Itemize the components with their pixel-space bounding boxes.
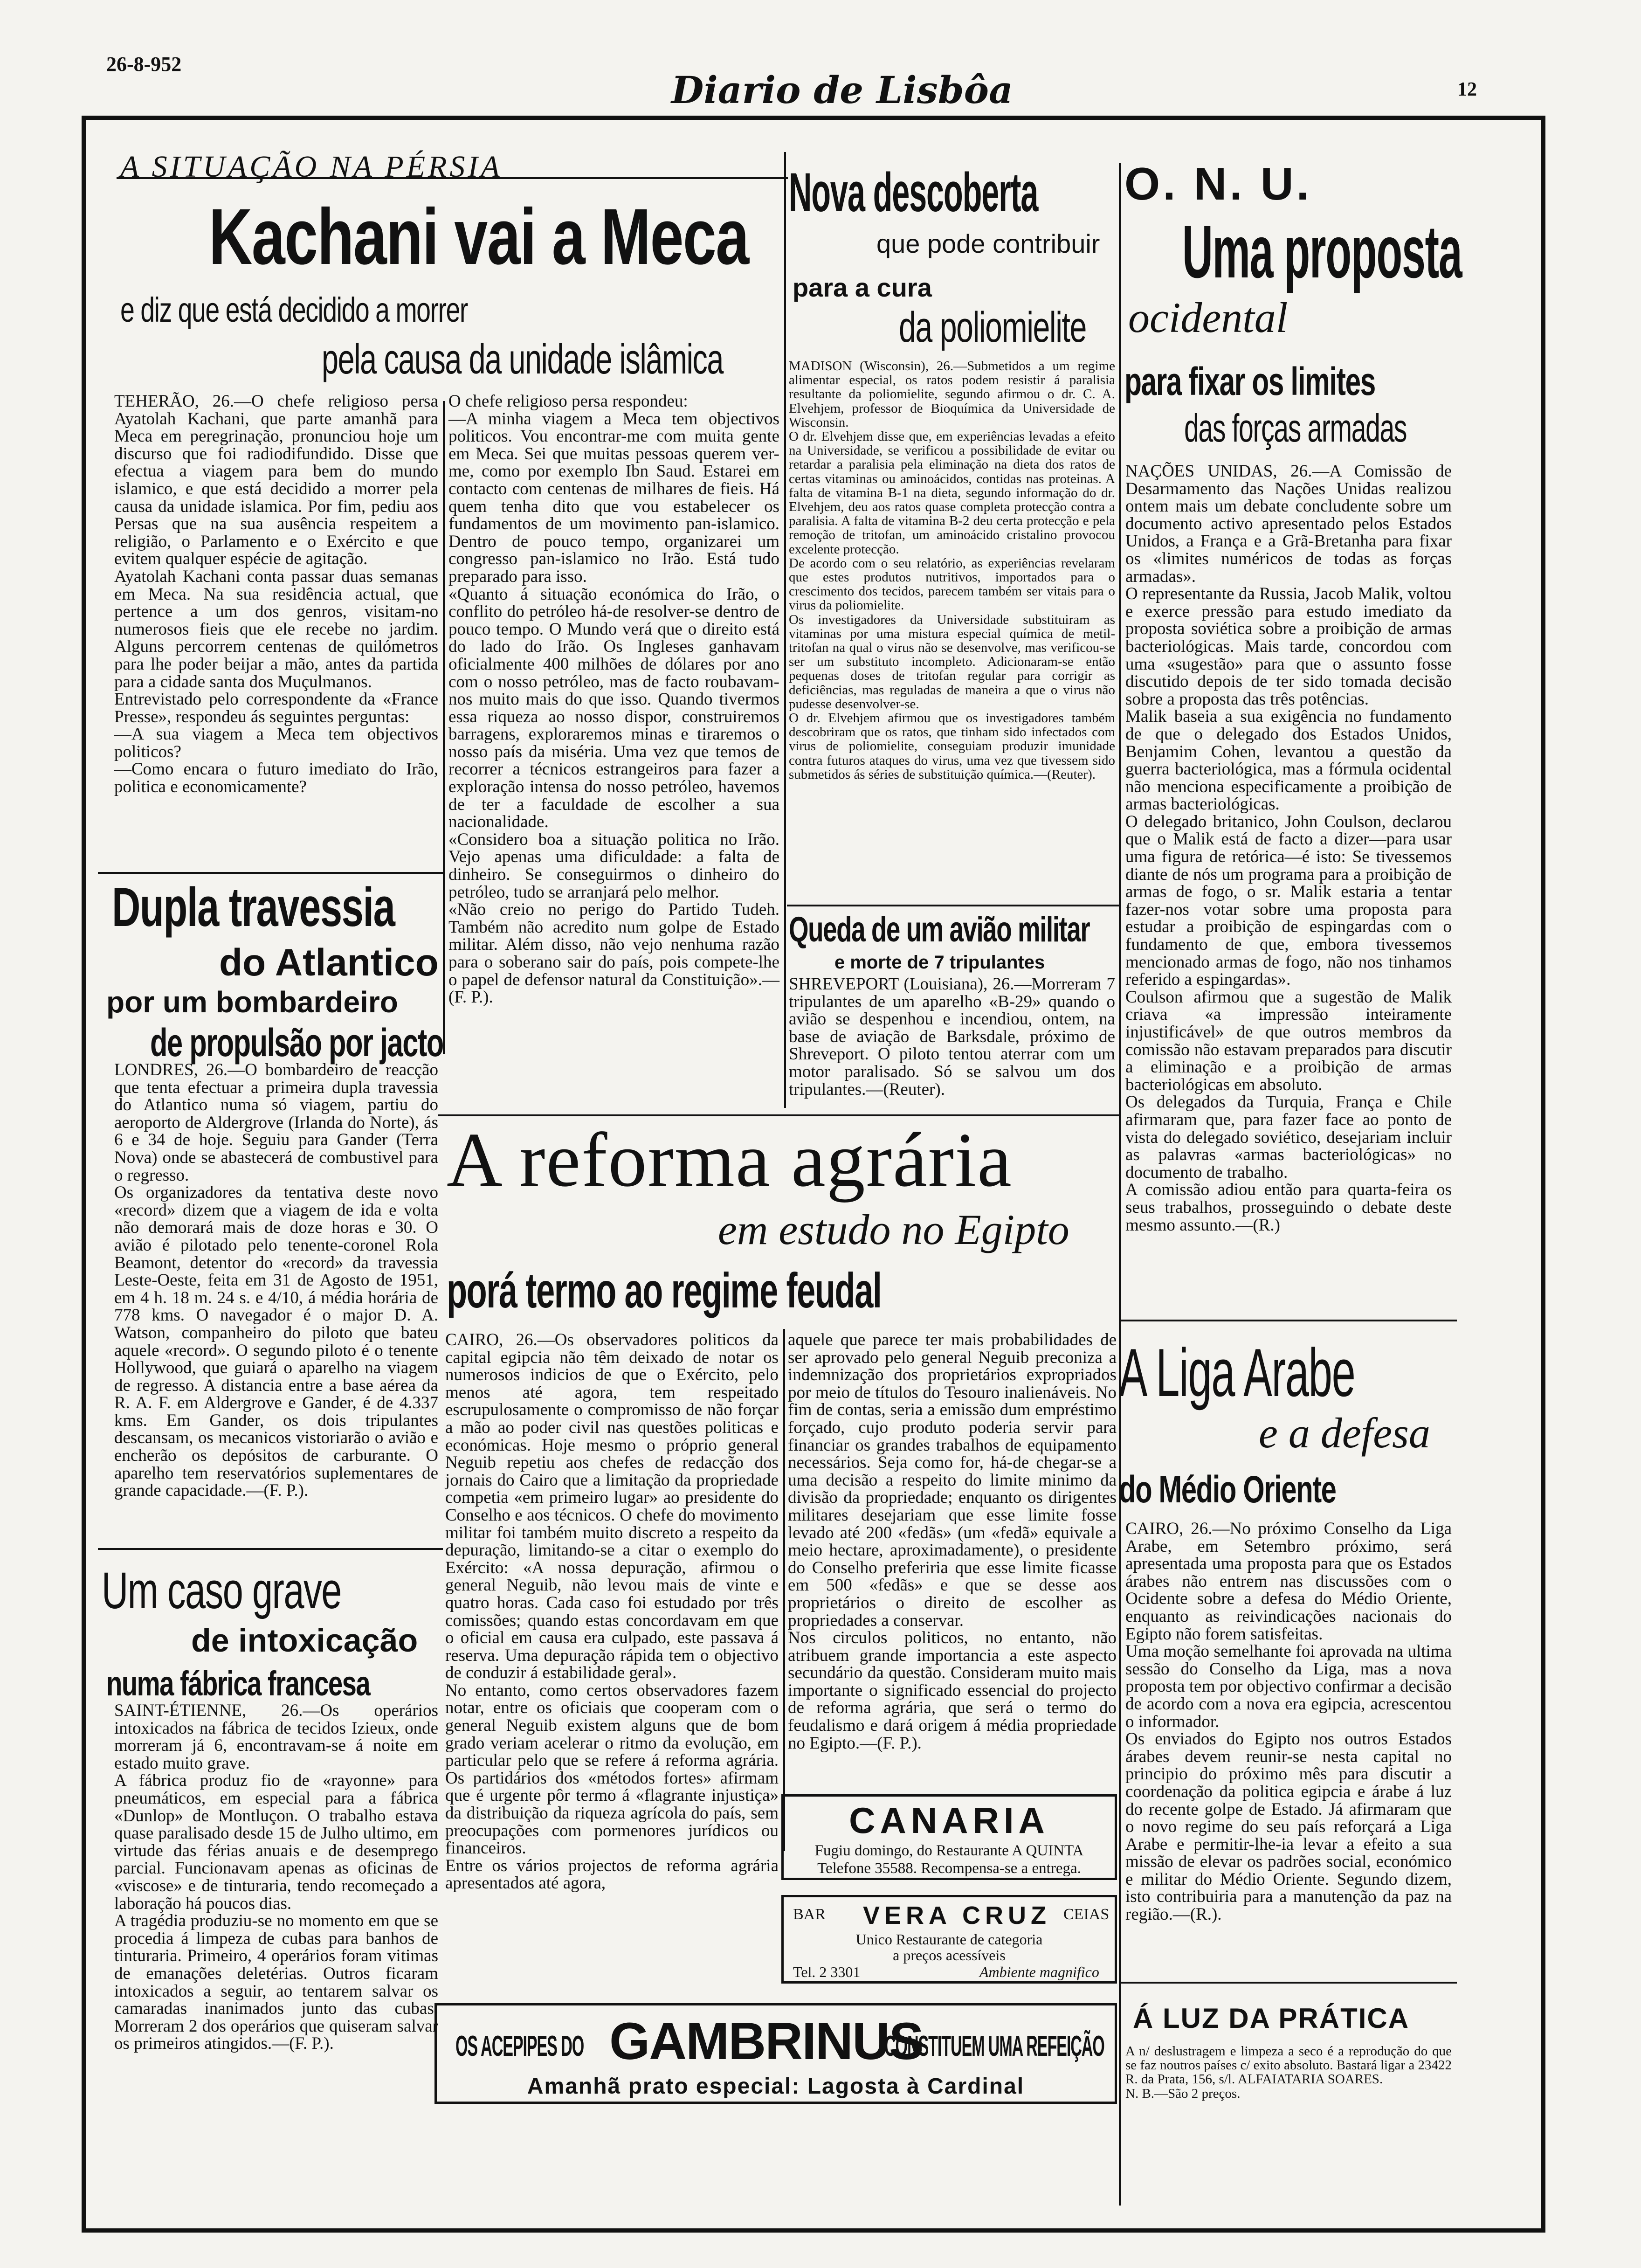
reforma-body-col2: aquele que parece ter mais probabilidades de ser aprovado pelo general Neguib preconiza a indemnização dos proprietários expropriados por meio de títulos do Tesouro inalienáveis. No fim de contas, seria a emissão dum empréstimo forçado, cujo produto poderia servir para financiar os grandes trabalhos de equipamento necessários. Seja como for, há-de chegar-se a uma decisão a respeito do limite minimo da divisão da propriedade; enquanto os dirigentes militares desejariam que esse limite fosse levado até 200 «fedãs» (um «fedã» equivale a meio hectare, aproximadamente), o presidente do Conselho preferiria que esse limite ficasse em 500 «fedãs» e que se desse aos proprietários o direito de escolher as propriedades a conservar. Nos circulos politicos, no entanto, não atribuem grande importancia a este aspecto secundário da questão. Consideram muito mais importante o significado essencial do projecto de reforma agrária, que será o termo do feudalismo e dará origem á média propriedade no Egipto.—(F. P.). bbox=[788, 1330, 1117, 1753]
polio-subhead-2: para a cura bbox=[793, 273, 932, 302]
reforma-subhead-2: porá termo ao regime feudal bbox=[447, 1263, 882, 1318]
polio-body: MADISON (Wisconsin), 26.—Submetidos a um regime alimentar especial, os ratos podem resistir á paralisia resultante da poliomielite, segundo afirmou o dr. C. A. Elvehjem, professor de Bioquímica da Universidade de Wisconsin. O dr. Elvehjem disse que, em experiências levadas a efeito na Universidade, se verificou a possibilidade de evitar ou retardar a paralisia pela eliminação na dieta dos ratos de certas vitaminas ou aminoácidos, contidas nas proteinas. A falta de vitamina B-1 na dieta, segundo informação do dr. Elvehjem, deu aos ratos quase completa protecção contra a paralisia. A falta de vitamina B-2 deu certa protecção e pela remoção de tritofan, um aminoácido cristalino provocou excelente protecção. De acordo com o seu relatório, as experiências revelaram que estes produtos nutritivos, importados para o crescimento dos tecidos, parecem também ser vitais para o virus da poliomielite. Os investigadores da Universidade substituiram as vitaminas por uma mistura especial química de metil-tritofan na qual o virus não se desenvolve, mas verificou-se ser um substituto incompleto. Adicionaram-se então pequenas doses de tritofan regular para corrigir as deficiências, mas reguladas de maneira a que o virus não pudesse desenvolver-se. O dr. Elvehjem afirmou que os investigadores também descobriram que os ratos, que tinham sido infectados com virus de poliomielite, conseguiam produzir imunidade contra futuros ataques do virus, uma vez que tivessem sido submetidos ás séries de substituição química.—(Reuter). bbox=[789, 359, 1115, 782]
vera-ambiente: Ambiente magnifico bbox=[979, 1964, 1099, 1980]
polio-headline: Nova descoberta bbox=[789, 162, 1038, 223]
onu-subhead-2: para fixar os limites bbox=[1124, 360, 1375, 403]
intoxicacao-headline: Um caso grave bbox=[102, 1562, 341, 1619]
issue-date: 26-8-952 bbox=[106, 53, 182, 76]
intoxicacao-subhead-1: de intoxicação bbox=[191, 1622, 418, 1659]
travessia-body: LONDRES, 26.—O bombardeiro de reacção que tenta efectuar a primeira dupla travessia do Atlantico numa só viagem, partiu do aeroporto de Aldergrove (Irlanda do Norte), ás 6 e 34 de hoje. Seguiu para Gander (Terra Nova) onde se abastecerá de combustivel para o regresso. Os organizadores da tentativa deste novo «record» dizem que a viagem de ida e volta não demorará mais de doze horas e 30. O avião é pilotado pelo tenente-coronel Rola Beamont, detentor do «record» da travessia Leste-Oeste, feita em 31 de Agosto de 1951, em 4 h. 18 m. 24 s. e 4/10, á média horária de 778 kms. O navegador é o major D. A. Watson, companheiro do piloto que bateu aquele «record». O segundo piloto é o tenente Hollywood, que guiará o aparelho na viagem de regresso. A distancia entre a base aérea da R. A. F. em Aldergrove e Gander, é de 4.337 kms. Em Gander, os dois tripulantes descansam, os mecanicos vistoriarão o avião e encherão os depósitos de carburante. O aparelho tem reservatórios suplementares de grande capacidade.—(F. P.). bbox=[114, 1060, 438, 1500]
pratica-body: A n/ deslustragem e limpeza a seco é a reprodução do que se faz noutros países c/ exito absoluto. Bastará ligar a 23422 R. da Prata, 156, s/l. ALFAIATARIA SOARES. N. B.—São 2 preços. bbox=[1125, 2044, 1452, 2101]
travessia-subhead-3: de propulsão por jacto bbox=[150, 1021, 443, 1065]
persia-subhead-2: pela causa da unidade islâmica bbox=[322, 336, 723, 383]
onu-body: NAÇÕES UNIDAS, 26.—A Comissão de Desarmamento das Nações Unidas realizou ontem mais um debate concludente sobre um documento activo apresentado pelos Estados Unidos, a França e a Grã-Bretanha para fixar os «limites numéricos de todas as forças armadas». O representante da Russia, Jacob Malik, voltou e exerce pressão para estudo imediato da proposta soviética sobre a proibição de armas bacteriológicas. Mais tarde, concordou com uma «sugestão» para que o assunto fosse discutido depois de ter sido tomada decisão sobre a proposta das três potências. Malik baseia a sua exigência no fundamento de que o delegado dos Estados Unidos, Benjamim Cohen, levantou a questão da guerra bacteriológica, mas a fórmula ocidental não menciona especificamente a proibição de armas bacteriológicas. O delegado britanico, John Coulson, declarou que o Malik está de facto a dizer—para usar uma figura de retórica—é isto: Se tivessemos diante de nós um programa para a proibição de armas de fogo, o sr. Malik estaria a tentar fazer-nos votar sobre uma proposta para estudar a proibição de espingardas com o fundamento de que, embora tivessemos mencionado armas de fogo, não nos tinhamos referido a espingardas». Coulson afirmou que a sugestão de Malik criava «a impressão inteiramente injustificável» de que outros membros da comissão não estavam preparados para discutir a eliminação e a proibição de armas bacteriológicas em absoluto. Os delegados da Turquia, França e Chile afirmaram que, para fazer face ao ponto de vista do delegado soviético, desejariam incluir as palavras «armas bacteriológicas» no documento de trabalho. A comissão adiou então para quarta-feira os seus trabalhos, prosseguindo o debate deste mesmo assunto.—(R.) bbox=[1125, 462, 1452, 1235]
gambrinus-left: OS ACEPIPES DO bbox=[455, 2030, 584, 2062]
aviao-body: SHREVEPORT (Louisiana), 26.—Morreram 7 tripulantes de um aparelho «B-29» quando o avião se despenhou e incendiou, ontem, na base de aviação de Barksdale, próximo de Shreveport. O piloto tentou aterrar com um motor paralisado. Só se salvou um dos tripulantes.—(Reuter). bbox=[789, 975, 1115, 1099]
vera-right: CEIAS bbox=[1063, 1906, 1110, 1923]
section-rule bbox=[1121, 1982, 1457, 1984]
persia-kicker: A SITUAÇÃO NA PÉRSIA bbox=[120, 150, 503, 184]
liga-subhead-1: e a defesa bbox=[1259, 1409, 1430, 1457]
vera-line-2: a preços acessíveis bbox=[893, 1947, 1006, 1964]
intoxicacao-body: SAINT-ÉTIENNE, 26.—Os operários intoxicados na fábrica de tecidos Izieux, onde morreram já 6, encontravam-se á noite em estado muito grave. A fábrica produz fio de «rayonne» para pneumáticos, em especial para a fábrica «Dunlop» de Montluçon. O trabalho estava quase paralisado desde 15 de Julho ultimo, em virtude das férias anuais e de desemprego parcial. Funcionavam apenas as oficinas de «viscose» e de tinturaria, tendo recomeçado a laboração há poucos dias. A tragédia produziu-se no momento em que se procedia á limpeza de cubas para banhos de tinturaria. Primeiro, 4 operários foram vitimas de emanações deletérias. Outros ficaram intoxicados a seguir, ao tentarem salvar os camaradas inanimados junto das cubas. Morreram 2 dos operários que quiseram salvar os primeiros atingidos.—(F. P.). bbox=[114, 1701, 438, 2054]
vera-telephone: Tel. 2 3301 bbox=[793, 1964, 861, 1980]
reforma-body-col1: CAIRO, 26.—Os observadores politicos da capital egipcia não têm deixado de notar os numerosos indicios de que o Exército, pelo menos até agora, tem respeitado escrupulosamente o compromisso de não forçar a mão ao poder civil nas questões politicas e económicas. Hoje mesmo o próprio general Neguib repetiu aos chefes de redacção dos jornais do Cairo que a limitação da propriedade competia «em primeiro lugar» ao presidente do Conselho e aos técnicos. O chefe do movimento militar foi também muito discreto a respeito da depuração, limitando-se a citar o exemplo do Exército: «A nossa depuração, afirmou o general Neguib, não levou mais de vinte e quatro horas. Cada caso foi estudado por três comissões; quando estas concordavam em que o oficial em causa era culpado, este passava á reserva. Uma depuração rápida tem o objectivo de conduzir á estabilidade geral». No entanto, como certos observadores fazem notar, entre os oficiais que cooperam com o general Neguib existem alguns que de bom grado veriam acelerar o ritmo da evolução, em particular pelo que se refere á reforma agrária. Os partidários dos «métodos fortes» afirmam que é urgente pôr termo á «flagrante injustiça» da distribuição da riqueza agrícola do país, sem preocupações com pormenores jurídicos ou financeiros. Entre os vários projectos de reforma agrária apresentados até agora, bbox=[445, 1330, 779, 1893]
polio-subhead-1: que pode contribuir bbox=[876, 229, 1100, 258]
vera-left: BAR bbox=[793, 1906, 826, 1923]
page-number: 12 bbox=[1457, 79, 1477, 100]
section-rule bbox=[98, 872, 443, 874]
reforma-subhead-1: em estudo no Egipto bbox=[718, 1206, 1069, 1253]
travessia-subhead-1: do Atlantico bbox=[219, 941, 439, 984]
liga-subhead-2: do Médio Oriente bbox=[1119, 1468, 1336, 1511]
travessia-subhead-2: por um bombardeiro bbox=[106, 985, 398, 1019]
section-rule bbox=[98, 1548, 443, 1550]
persia-body-col1: TEHERÃO, 26.—O chefe religioso persa Ayatolah Kachani, que parte amanhã para Meca em peregrinação, pronunciou hoje um discurso que foi radiodifundido. Disse que efectua a viagem para bem do mundo islamico, e que está decidido a morrer pela causa da unidade islamica. Por fim, pediu aos Persas que na sua ausência respeitem a religião, o Parlamento e o Exército e que evitem qualquer espécie de agitação. Ayatolah Kachani conta passar duas semanas em Meca. Na sua residência actual, que pertence a um dos genros, visitam-no numerosos fieis que ele recebe no jardim. Alguns percorrem centenas de quilómetros para lhe poder beijar a mão, antes da partida para a cidade santa dos Muçulmanos. Entrevistado pelo correspondente da «France Presse», respondeu ás seguintes perguntas: —A sua viagem a Meca tem objectivos politicos? —Como encara o futuro imediato do Irão, politica e economicamente? bbox=[114, 392, 438, 797]
vera-cruz-ad bbox=[781, 1895, 1117, 1984]
reforma-headline: A reforma agrária bbox=[447, 1117, 1013, 1203]
onu-headline: Uma proposta bbox=[1182, 210, 1462, 293]
vera-line-1: Unico Restaurante de categoria bbox=[855, 1931, 1043, 1948]
vera-title: VERA CRUZ bbox=[863, 1902, 1051, 1929]
canaria-line-2: Telefone 35588. Recompensa-se a entrega. bbox=[817, 1860, 1081, 1877]
gambrinus-bottom: Amanhã prato especial: Lagosta à Cardinal bbox=[527, 2074, 1025, 2099]
aviao-subhead: e morte de 7 tripulantes bbox=[834, 952, 1045, 973]
canaria-title: CANARIA bbox=[849, 1800, 1049, 1841]
persia-headline: Kachani vai a Meca bbox=[209, 193, 749, 281]
liga-body: CAIRO, 26.—No próximo Conselho da Liga Arabe, em Setembro próximo, será apresentada uma proposta para que os Estados árabes não entrem nas discussões com o Ocidente sobre a defesa do Médio Oriente, enquanto as reivindicações nacionais do Egipto não forem satisfeitas. Uma moção semelhante foi aprovada na ultima sessão do Conselho da Liga, mas a nova proposta tem por objectivo confirmar a decisão de acordo com a nova era egipcia, acrescentou o informador. Os enviados do Egipto nos outros Estados árabes devem reunir-se nesta capital no principio do próximo mês para discutir a coordenação da politica egipcia e árabe á luz do recente golpe de Estado. Já afirmaram que o novo regime do seu país reforçará a Liga Arabe e permitir-lhe-ia levar a efeito a sua missão de elevar os padrões social, económico e militar do Médio Oriente. Segundo dizem, isto contribuiria para a manutenção da paz na região.—(R.). bbox=[1125, 1519, 1452, 1924]
canaria-line-1: Fugiu domingo, do Restaurante A QUINTA bbox=[814, 1842, 1084, 1859]
masthead-title: Diario de Lisbôa bbox=[671, 68, 1013, 112]
column-rule bbox=[1119, 163, 1121, 2206]
gambrinus-right: CONSTITUEM UMA REFEIÇÃO bbox=[884, 2030, 1104, 2062]
onu-subhead-3: das forças armadas bbox=[1184, 406, 1407, 450]
liga-headline: A Liga Arabe bbox=[1119, 1335, 1355, 1411]
section-rule bbox=[1121, 1320, 1457, 1321]
travessia-headline: Dupla travessia bbox=[112, 877, 395, 938]
gambrinus-ad bbox=[434, 2003, 1117, 2104]
persia-body-col2: O chefe religioso persa respondeu: —A minha viagem a Meca tem objectivos politicos. Vou encontrar-me com muita gente em Meca. Sei que muitas pessoas querem ver-me, como por exemplo Ibn Saud. Estarei em contacto com centenas de milhares de fieis. Há quem tenha dito que vou estabelecer os fundamentos de um movimento pan-islamico. Dentro de pouco tempo, organizarei um congresso pan-islamico no Irão. Está tudo preparado para isso. «Quanto á situação económica do Irão, o conflito do petróleo há-de resolver-se dentro de pouco tempo. O Mundo verá que o direito está do lado do Irão. Os Ingleses ganhavam oficialmente 400 milhões de dólares por ano com o nosso petróleo, mas de facto roubavam-nos muito mais do que isso. Quando tivermos essa riqueza ao nosso dispor, construiremos barragens, exploraremos minas e tiraremos o nosso país da miséria. Uma vez que temos de recorrer a técnicos estrangeiros para fazer a exploração intensa do nosso petróleo, havemos de ter a faculdade de escolher a sua nacionalidade. «Considero boa a situação politica no Irão. Vejo apenas uma dificuldade: a falta de dinheiro. Se conseguirmos o dinheiro do petróleo, tudo se arranjará pelo melhor. «Não creio no perigo do Partido Tudeh. Também não acredito num golpe de Estado militar. Além disso, não vejo nenhuma razão para o soberano sair do país, pois compete-lhe o papel de defensor natural da Constituição».—(F. P.). bbox=[448, 392, 779, 1007]
polio-subhead-3: da poliomielite bbox=[899, 304, 1086, 351]
section-rule bbox=[787, 905, 1119, 906]
column-rule bbox=[784, 152, 786, 1108]
canaria-ad bbox=[781, 1794, 1117, 1880]
persia-subhead-1: e diz que está decidido a morrer bbox=[120, 290, 468, 329]
intoxicacao-subhead-2: numa fábrica francesa bbox=[106, 1664, 370, 1703]
pratica-headline: Á LUZ DA PRÁTICA bbox=[1133, 2003, 1410, 2034]
aviao-headline: Queda de um avião militar bbox=[789, 910, 1090, 949]
column-rule bbox=[443, 401, 445, 1054]
gambrinus-title: GAMBRINUS bbox=[609, 2012, 923, 2070]
onu-kicker: O. N. U. bbox=[1124, 158, 1312, 209]
onu-subhead-1: ocidental bbox=[1128, 294, 1288, 341]
column-rule bbox=[783, 1329, 785, 1851]
